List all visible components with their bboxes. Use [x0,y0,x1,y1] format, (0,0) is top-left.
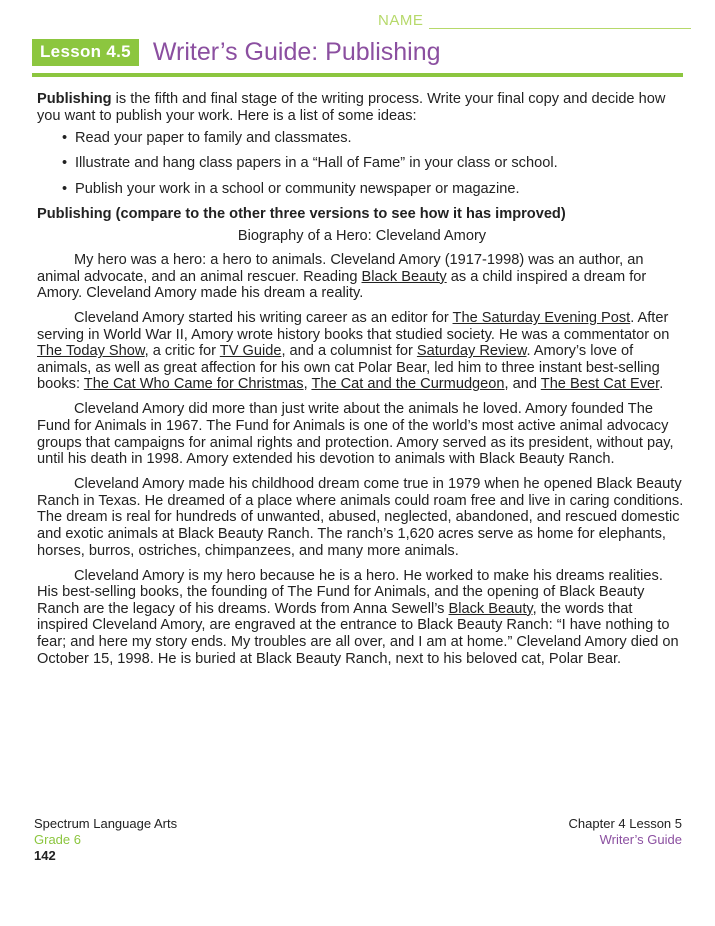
text-run: . Amory’s love of animals, as well as great affection for his own cat Polar Bear, led him to three instant best-selling books: [37,343,660,393]
biography-title: Biography of a Hero: Cleveland Amory [237,228,487,245]
book-title: Black Beauty [448,600,533,617]
series-name: Spectrum Language Arts [34,816,178,831]
text-run: , the words that inspired Cleveland Amory, are engraved at the entrance to Black Beauty Ranch: “I have nothing to fear; and here my story ends. My troubles are all over, and I am at home.” Cleveland Amory died on October 15, 1998. He is buried at Black Beauty Ranch, next to his beloved cat, Polar Bear. [37,600,679,667]
text-run: . [659,376,664,393]
book-title: The Cat Who Came for Christmas [83,376,304,393]
lesson-badge: Lesson 4.5 [32,39,139,66]
name-line [429,14,691,29]
paragraph-1 [37,252,687,302]
book-title: The Cat and the Curmudgeon [311,376,505,393]
intro-text: is the fifth and final stage of the writing process. Write your final copy and decide how you want to publish your work. Here is a list of some ideas: [37,91,666,124]
text-run: as a child inspired a dream for Amory. Cleveland Amory made his dream a reality. [37,268,647,302]
chapter-label: Chapter 4 Lesson 5 [568,816,682,831]
text-run: , and [504,376,541,393]
publication-title: Saturday Review [416,343,527,360]
header-divider [32,73,683,77]
page-number: 142 [34,848,56,863]
publication-title: TV Guide [219,343,282,360]
footer-right [569,816,682,848]
text-run: , a critic for [144,343,220,360]
publication-title: The Saturday Evening Post [452,310,631,327]
text-run: My hero was a hero: a hero to animals. Cleveland Amory (1917-1998) was an author, an animal advocate, and an animal rescuer. Reading [37,251,644,285]
grade-label: Grade 6 [34,832,81,847]
ideas-list [37,130,687,197]
paragraph-5 [37,568,687,668]
intro-paragraph [37,91,687,124]
text-run: , [303,376,312,393]
section-heading: Publishing (compare to the other three versions to see how it has improved) [37,205,566,222]
paragraph-3: Cleveland Amory did more than just write about the animals he loved. Amory founded The Fund for Animals in 1967. The Fund for Animals is one of the world’s most active animal advocacy groups that campaigns for animal rights and protection. Amory served as its president, without pay, until his death in 1998. Amory extended his devotion to animals with Black Beauty Ranch. [37,401,674,468]
list-item: • Illustrate and hang class papers in a “Hall of Fame” in your class or school. [75,155,687,172]
text-run: , and a columnist for [281,343,417,360]
page-title: Writer’s Guide: Publishing [152,38,441,66]
lesson-content [37,91,687,676]
name-field [378,12,691,29]
page-header [32,38,441,67]
paragraph-2 [37,310,687,393]
book-title: The Best Cat Ever [540,376,660,393]
book-title: Black Beauty [361,268,447,285]
list-item: • Publish your work in a school or community newspaper or magazine. [75,181,687,198]
publication-title: The Today Show [37,343,145,360]
text-run: Cleveland Amory started his writing career as an editor for [74,310,453,327]
text-run: Cleveland Amory is my hero because he is a hero. He worked to make his dreams realities. His best-selling books, the founding of The Fund for Animals, and the opening of Black Beauty Ranch are the legacy of his dreams. Words from Anna Sewell’s [37,567,663,617]
name-label: NAME [378,12,424,29]
footer-left [34,816,177,864]
paragraph-4: Cleveland Amory made his childhood dream come true in 1979 when he opened Black Beauty Ranch in Texas. He dreamed of a place where animals could roam free and live in caring conditions. The dream is real for hundreds of unwanted, abused, neglected, abandoned, and rescued domestic and exotic animals at Black Beauty Ranch. The ranch’s 1,620 acres serve as home for elephants, horses, burros, ostriches, chimpanzees, and many more animals. [37,476,684,559]
text-run: . After serving in World War II, Amory wrote history books that studied society. He was a commentator on [37,310,670,343]
intro-term: Publishing [37,91,112,107]
list-item: • Read your paper to family and classmates. [75,130,687,147]
section-label: Writer’s Guide [599,832,682,847]
